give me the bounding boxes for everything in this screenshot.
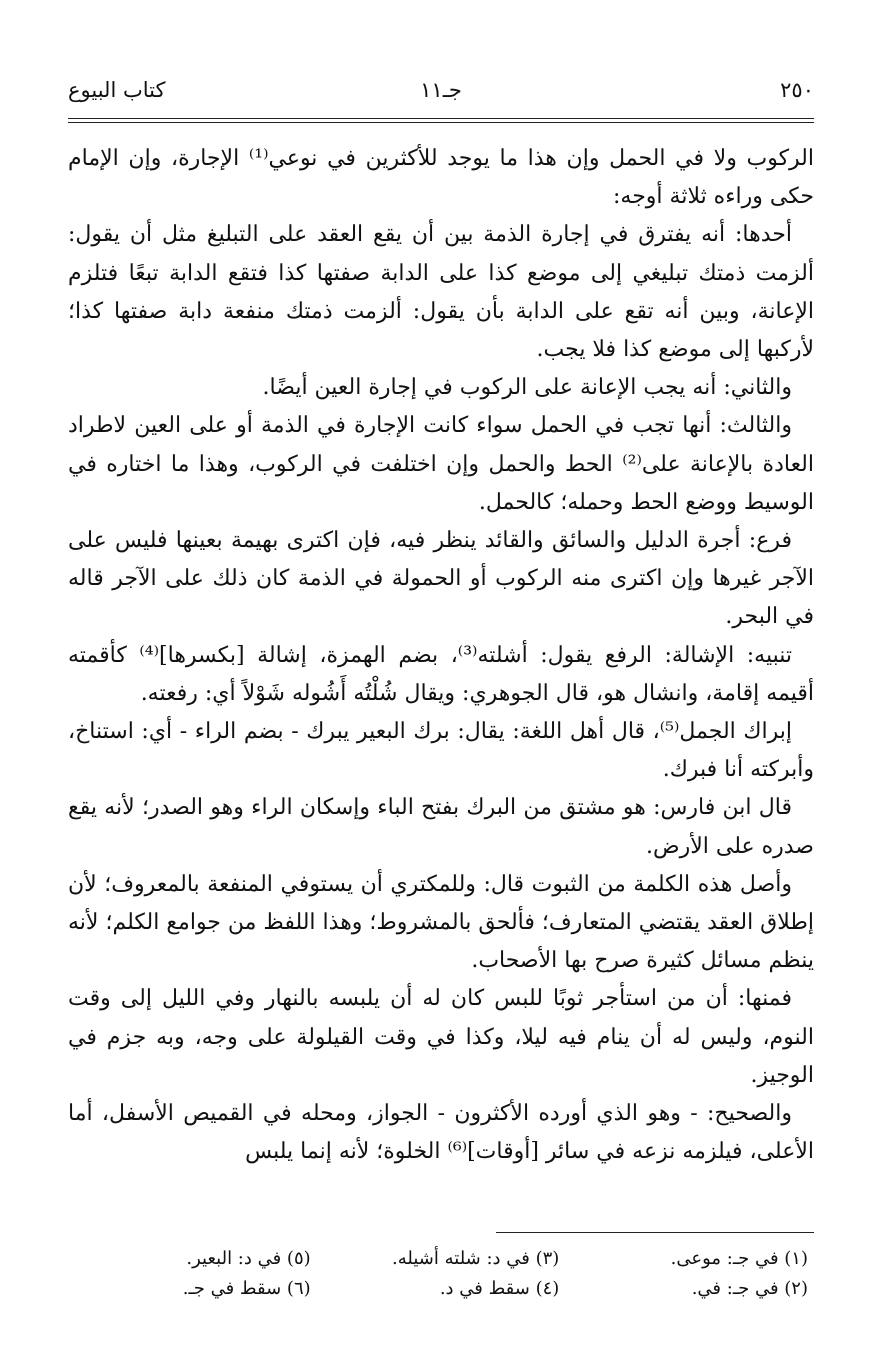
main-text [68,140,814,1171]
footnote: (٤) سقط في د. [439,1278,560,1299]
book-title: كتاب البيوع [68,78,166,102]
paragraph: وأصل هذه الكلمة من الثبوت قال: وللمكتري أن يستوفي المنفعة بالمعروف؛ لأن إطلاق العقد يقتضي المتعارف؛ فألحق بالمشروط؛ وهذا اللفظ من جوامع الكلم؛ لأنه ينظم مسائل كثيرة صرح بها الأصحاب. [68,871,814,974]
footnotes [68,1244,814,1304]
page-header [68,78,814,112]
volume-number: جـ١١ [420,78,462,102]
page-number: ٢٥٠ [780,78,814,102]
header-rule [68,118,814,119]
footnote-rule [496,1232,814,1233]
paragraph: أحدها: أنه يفترق في إجارة الذمة بين أن يقع العقد على التبليغ مثل أن يقول: ألزمت ذمتك تبليغي إلى موضع كذا على الدابة صفتها كذا فتقع الدابة تبعًا فتلزم الإعانة، وبين أنه تقع على الدابة بأن يقول: ألزمت ذمتك منفعة دابة صفتها كذا؛ لأركبها إلى موضع كذا فلا يجب. [68,222,814,363]
book-page [68,0,814,1370]
paragraph: فرع: أجرة الدليل والسائق والقائد ينظر فيه، فإن اكترى بهيمة بعينها فليس على الآجر غيرها وإن اكترى منه الركوب أو الحمولة في الذمة كان ذلك على الآجر قاله في البحر. [68,528,814,630]
paragraph: والصحيح: - وهو الذي أورده الأكثرون - الجواز، ومحله في القميص الأسفل، أما الأعلى، فيلزمه نزعه في سائر [أوقات]⁽⁶⁾ الخلوة؛ لأنه إنما يلبس [68,1101,814,1165]
paragraph: فمنها: أن من استأجر ثوبًا للبس كان له أن يلبسه بالنهار وفي الليل إلى وقت النوم، وليس له أن ينام فيه ليلا، وكذا في وقت القيلولة على وجه، وبه جزم في الوجيز. [68,986,814,1088]
paragraph: والثالث: أنها تجب في الحمل سواء كانت الإجارة في الذمة أو على العين لاطراد العادة بالإعانة على⁽²⁾ الحط والحمل وإن اختلفت في الركوب، وهذا ما اختاره في الوسيط ووضع الحط وحمله؛ كالحمل. [68,413,814,515]
footnote: (٢) في جـ: في. [691,1278,808,1299]
paragraph: إبراك الجمل⁽⁵⁾، قال أهل اللغة: يقال: برك البعير يبرك - بضم الراء - أي: استناخ، وأبركته أنا فبرك. [68,719,814,783]
paragraph: والثاني: أنه يجب الإعانة على الركوب في إجارة العين أيضًا. [262,375,792,401]
footnote: (٣) في د: شلته أشيله. [392,1248,560,1269]
paragraph: تنبيه: الإشالة: الرفع يقول: أشلته⁽³⁾، بضم الهمزة، إشالة [بكسرها]⁽⁴⁾ كأقمته أقيمه إقامة، وانشال هو، قال الجوهري: ويقال شُلْتُه أَشُوله شَوْلاً أي: رفعته. [68,642,814,706]
header-rule-secondary [68,122,814,123]
footnote-row [68,1274,814,1304]
footnote: (٥) في د: البعير. [186,1248,311,1269]
paragraph: قال ابن فارس: هو مشتق من البرك بفتح الباء وإسكان الراء وهو الصدر؛ لأنه يقع صدره على الأرض. [68,795,814,859]
footnote: (١) في جـ: موعى. [670,1248,808,1269]
footnote: (٦) سقط في جـ. [182,1278,311,1299]
paragraph: الركوب ولا في الحمل وإن هذا ما يوجد للأكثرين في نوعي⁽¹⁾ الإجارة، وإن الإمام حكى وراءه ثلاثة أوجه: [68,146,814,210]
footnote-row [68,1244,814,1274]
